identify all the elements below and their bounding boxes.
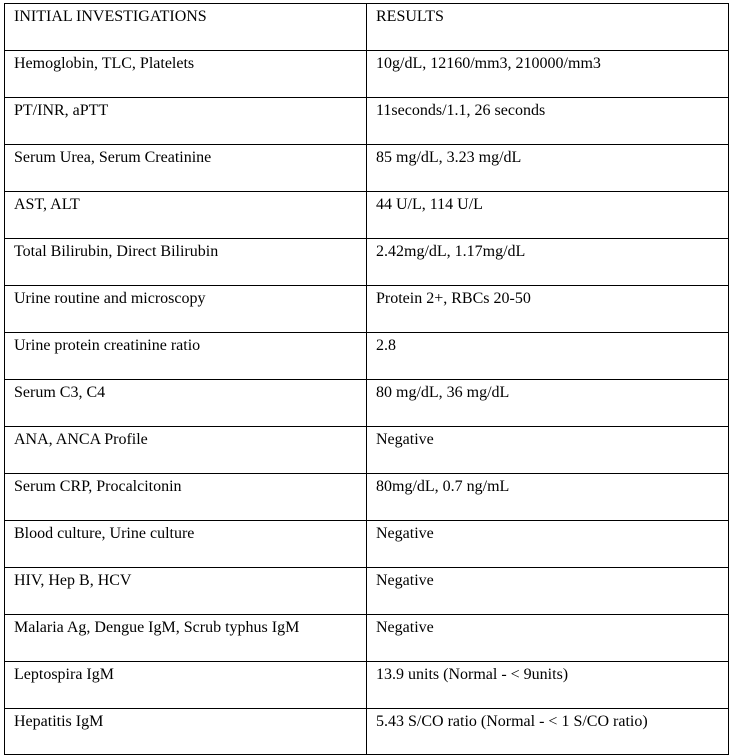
investigation-cell: HIV, Hep B, HCV [5, 568, 367, 615]
result-cell: 44 U/L, 114 U/L [367, 192, 729, 239]
table-row [5, 286, 729, 333]
table-row [5, 380, 729, 427]
investigation-cell: Hemoglobin, TLC, Platelets [5, 51, 367, 98]
investigation-cell: Hepatitis IgM [5, 709, 367, 755]
result-cell: 85 mg/dL, 3.23 mg/dL [367, 145, 729, 192]
investigations-table [4, 3, 729, 755]
result-cell: Negative [367, 568, 729, 615]
investigation-cell: Serum C3, C4 [5, 380, 367, 427]
table-row [5, 333, 729, 380]
table-row [5, 568, 729, 615]
investigation-cell: AST, ALT [5, 192, 367, 239]
result-cell: 5.43 S/CO ratio (Normal - < 1 S/CO ratio) [367, 709, 729, 755]
result-cell: Negative [367, 615, 729, 662]
result-cell: Protein 2+, RBCs 20-50 [367, 286, 729, 333]
table-row [5, 615, 729, 662]
column-header-investigation: INITIAL INVESTIGATIONS [5, 4, 367, 51]
investigation-cell: ANA, ANCA Profile [5, 427, 367, 474]
result-cell: 2.8 [367, 333, 729, 380]
result-cell: 80mg/dL, 0.7 ng/mL [367, 474, 729, 521]
result-cell: 2.42mg/dL, 1.17mg/dL [367, 239, 729, 286]
investigation-cell: Blood culture, Urine culture [5, 521, 367, 568]
result-cell: 10g/dL, 12160/mm3, 210000/mm3 [367, 51, 729, 98]
investigation-cell: Urine protein creatinine ratio [5, 333, 367, 380]
result-cell: Negative [367, 521, 729, 568]
investigation-cell: Serum CRP, Procalcitonin [5, 474, 367, 521]
table-row [5, 662, 729, 709]
investigation-cell: Malaria Ag, Dengue IgM, Scrub typhus IgM [5, 615, 367, 662]
column-header-results: RESULTS [367, 4, 729, 51]
table-row [5, 521, 729, 568]
table-row [5, 474, 729, 521]
result-cell: 11seconds/1.1, 26 seconds [367, 98, 729, 145]
table-row [5, 709, 729, 755]
table-row [5, 98, 729, 145]
result-cell: 13.9 units (Normal - < 9units) [367, 662, 729, 709]
investigation-cell: Total Bilirubin, Direct Bilirubin [5, 239, 367, 286]
table-row [5, 51, 729, 98]
investigation-cell: Leptospira IgM [5, 662, 367, 709]
table-row [5, 239, 729, 286]
table-row [5, 192, 729, 239]
table-row [5, 145, 729, 192]
result-cell: Negative [367, 427, 729, 474]
table-header-row [5, 4, 729, 51]
result-cell: 80 mg/dL, 36 mg/dL [367, 380, 729, 427]
investigation-cell: PT/INR, aPTT [5, 98, 367, 145]
investigation-cell: Urine routine and microscopy [5, 286, 367, 333]
table-row [5, 427, 729, 474]
investigation-cell: Serum Urea, Serum Creatinine [5, 145, 367, 192]
